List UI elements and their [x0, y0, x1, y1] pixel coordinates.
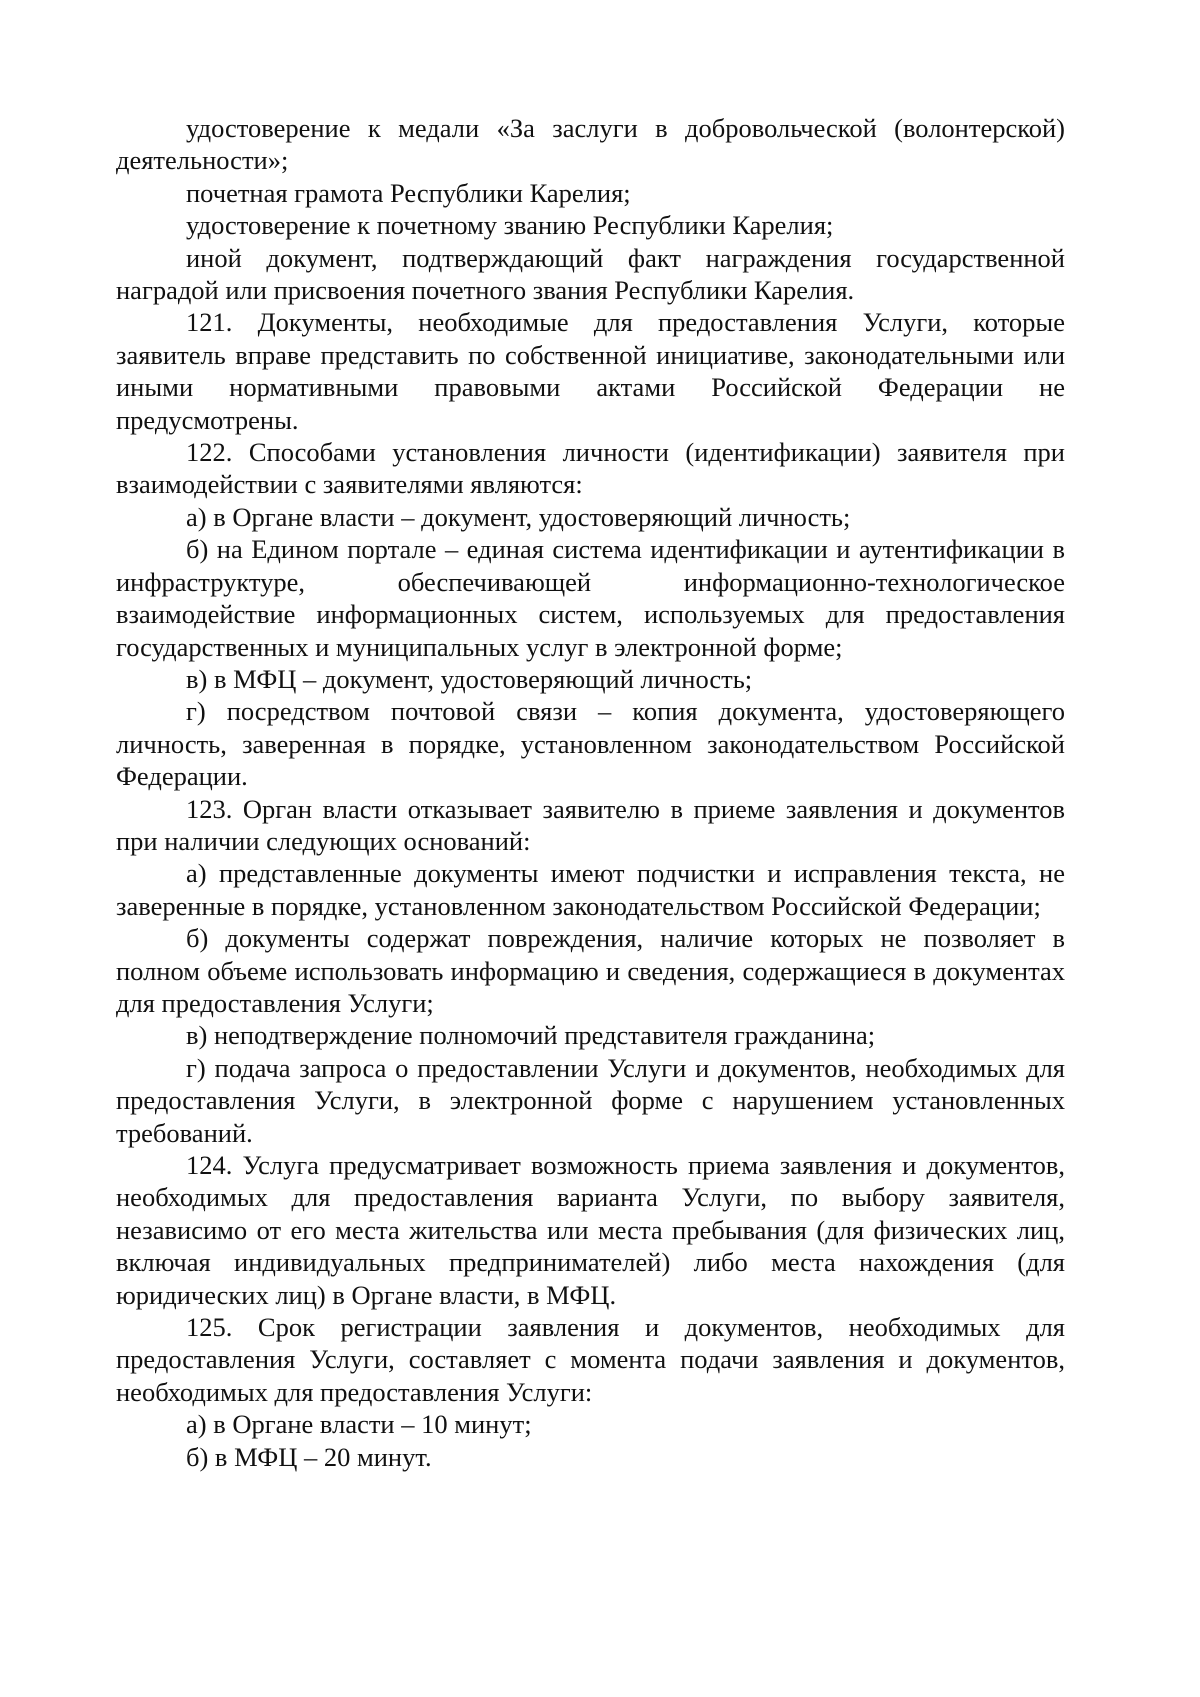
paragraph-122-g: г) посредством почтовой связи – копия документа, удостоверяющего личность, заверенная в порядке, установленном законодательством Российской Федерации.: [116, 696, 1065, 792]
paragraph-123-b: б) документы содержат повреждения, наличие которых не позволяет в полном объеме использовать информацию и сведения, содержащиеся в документах для предоставления Услуги;: [116, 923, 1065, 1018]
paragraph-125-b: б) в МФЦ – 20 минут.: [186, 1441, 432, 1472]
document-page: [116, 112, 1065, 1473]
paragraph-123-v: в) неподтверждение полномочий представителя гражданина;: [186, 1020, 876, 1051]
paragraph-125-a: а) в Органе власти – 10 минут;: [186, 1409, 532, 1440]
paragraph-123-g: г) подача запроса о предоставлении Услуги и документов, необходимых для предоставления Услуги, в электронной форме с нарушением установленных требований.: [116, 1052, 1065, 1148]
paragraph-121: 121. Документы, необходимые для предоставления Услуги, которые заявитель вправе представить по собственной инициативе, законодательными или иными нормативными правовыми актами Российской Федерации не предусмотрены.: [116, 307, 1065, 435]
paragraph-122-a: а) в Органе власти – документ, удостоверяющий личность;: [186, 501, 851, 532]
paragraph-medal-certificate: удостоверение к медали «За заслуги в добровольческой (волонтерской) деятельности»;: [116, 113, 1065, 176]
paragraph-124: 124. Услуга предусматривает возможность приема заявления и документов, необходимых для предоставления варианта Услуги, по выбору заявителя, независимо от его места жительства или места пребывания (для физических лиц, включая индивидуальных предпринимателей) либо места нахождения (для юридических лиц) в Органе власти, в МФЦ.: [116, 1150, 1065, 1310]
paragraph-123-a: а) представленные документы имеют подчистки и исправления текста, не заверенные в порядке, установленном законодательством Российской Федерации;: [116, 858, 1065, 921]
paragraph-123: 123. Орган власти отказывает заявителю в приеме заявления и документов при наличии следующих оснований:: [116, 793, 1065, 856]
paragraph-honorary-diploma: почетная грамота Республики Карелия;: [186, 177, 631, 208]
paragraph-125: 125. Срок регистрации заявления и документов, необходимых для предоставления Услуги, составляет с момента подачи заявления и документов, необходимых для предоставления Услуги:: [116, 1312, 1065, 1407]
paragraph-122: 122. Способами установления личности (идентификации) заявителя при взаимодействии с заявителями являются:: [116, 437, 1065, 500]
paragraph-honorary-title-certificate: удостоверение к почетному званию Республики Карелия;: [186, 210, 834, 241]
paragraph-other-document: иной документ, подтверждающий факт награждения государственной наградой или присвоения почетного звания Республики Карелия.: [116, 242, 1065, 306]
paragraph-122-v: в) в МФЦ – документ, удостоверяющий личность;: [186, 663, 753, 694]
paragraph-122-b: б) на Едином портале – единая система идентификации и аутентификации в инфраструктуре, обеспечивающей информационно-технологическое взаимодействие информационных систем, используемых для предоставления государственных и муниципальных услуг в электронной форме;: [116, 534, 1065, 662]
